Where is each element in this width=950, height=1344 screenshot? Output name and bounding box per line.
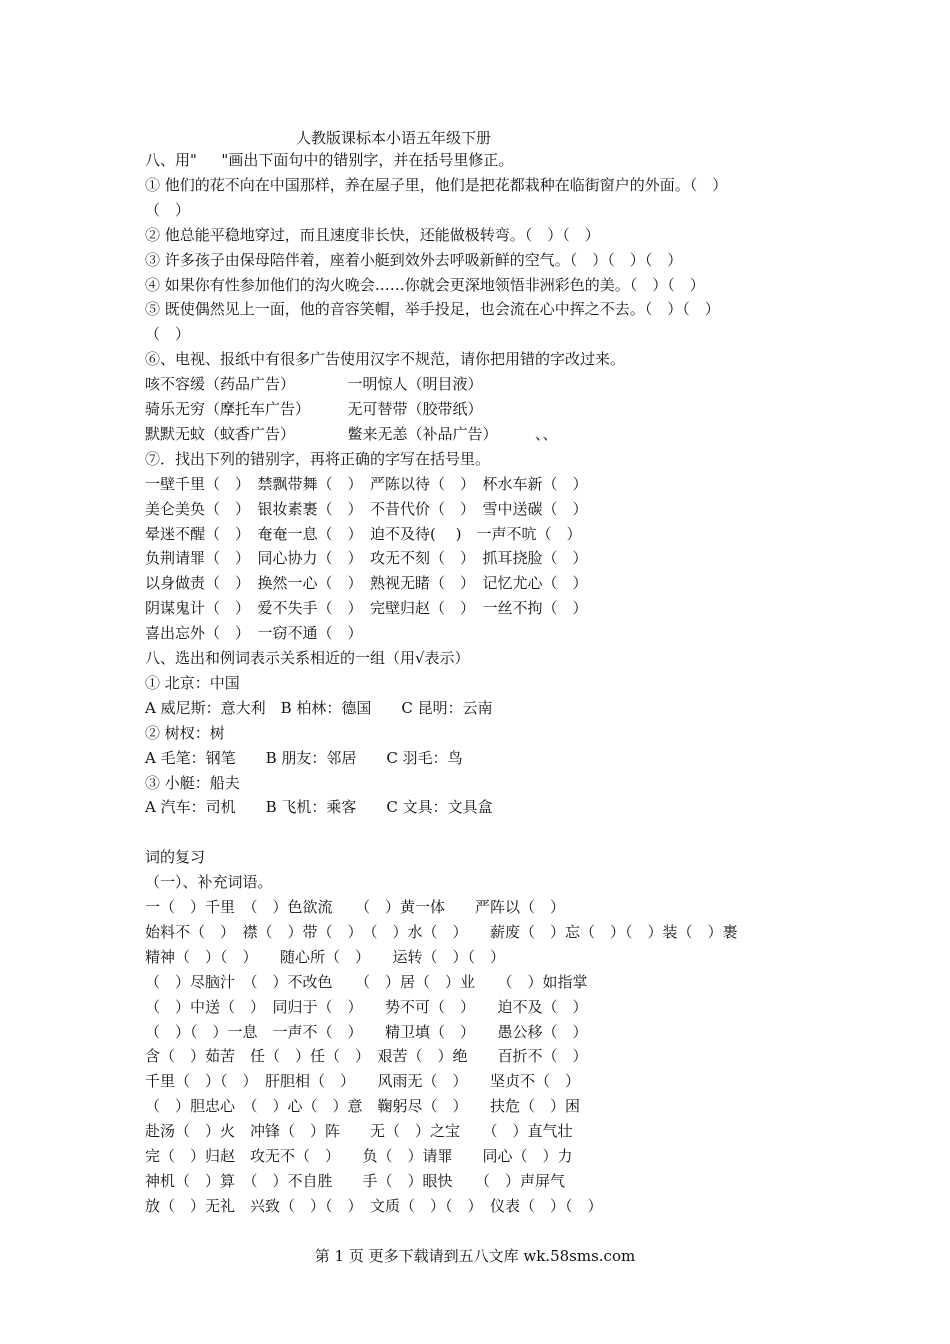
text-line: 神机（ ）算 （ ）不自胜 手（ ）眼快 （ ）声屏气 [145,1172,566,1190]
text-line: （ ）（ ）一息 一声不（ ） 精卫填（ ） 愚公移（ ） [145,1023,588,1041]
text-line: 美仑美奂（ ） 银妆素裹（ ） 不昔代价（ ） 雪中送碳（ ） [145,500,588,518]
text-line: ① 北京：中国 [145,674,240,692]
text-line: A 汽车：司机 B 飞机：乘客 C 文具：文具盒 [145,798,493,816]
text-line: 一（ ）千里 （ ）色欲流 （ ）黄一体 严阵以（ ） [145,898,566,916]
text-line: 完（ ）归赵 攻无不（ ） 负（ ）请罪 同心（ ）力 [145,1147,573,1165]
text-line: （ ）胆忠心 （ ）心（ ）意 鞠躬尽（ ） 扶危（ ）困 [145,1097,581,1115]
text-line: 以身做责（ ） 换然一心（ ） 熟视无睹（ ） 记忆尤心（ ） [145,574,588,592]
text-line: 词的复习 [145,848,206,866]
page-title: 人教版课标本小语五年级下册 [296,129,492,147]
text-line: ④ 如果你有性参加他们的沟火晚会……你就会更深地领悟非洲彩色的美。（ ）（ ） [145,276,705,294]
text-line: 喜出忘外（ ） 一窃不通（ ） [145,624,363,642]
text-line: 放（ ）无礼 兴致（ ）（ ） 文质（ ）（ ） 仪表（ ）（ ） [145,1197,603,1215]
text-line: 始料不（ ） 襟（ ）带（ ） （ ）水（ ） 薪废（ ）忘（ ）（ ）装（ ）裹 [145,923,738,941]
text-line: ② 树杈：树 [145,724,225,742]
text-line: 千里（ ）（ ） 肝胆相（ ） 风雨无（ ） 坚贞不（ ） [145,1072,581,1090]
text-line: ⑦．找出下列的错别字，再将正确的字写在括号里。 [145,450,491,468]
text-line: 八、用" "画出下面句中的错别字，并在括号里修正。 [145,151,514,169]
text-line: ③ 小艇：船夫 [145,774,240,792]
text-line: ① 他们的花不向在中国那样，养在屋子里，他们是把花都栽种在临街窗户的外面。（ ） [145,176,728,194]
text-line: 负荆请罪（ ） 同心协力（ ） 攻无不刻（ ） 抓耳挠脸（ ） [145,549,588,567]
text-line: A 毛笔：钢笔 B 朋友：邻居 C 羽毛：鸟 [145,749,463,767]
text-line: ② 他总能平稳地穿过，而且速度非长快，还能做极转弯。（ ）（ ） [145,226,600,244]
text-line: 含（ ）茹苦 任（ ）任（ ） 艰苦（ ）绝 百折不（ ） [145,1047,588,1065]
text-line: ③ 许多孩子由保母陪伴着，座着小艇到效外去呼吸新鲜的空气。（ ）（ ）（ ） [145,251,683,269]
text-line: 一壁千里（ ） 禁飘带舞（ ） 严陈以待（ ） 杯水车新（ ） [145,475,588,493]
page-footer: 第 1 页 更多下载请到五八文库 wk.58sms.com [314,1247,636,1265]
text-line: （ ）中送（ ） 同归于（ ） 势不可（ ） 迫不及（ ） [145,998,588,1016]
text-line: 精神（ ）（ ） 随心所（ ） 运转（ ）（ ） [145,948,506,966]
text-line: A 威尼斯：意大利 B 柏林：德国 C 昆明：云南 [145,699,493,717]
text-line: （ ） [145,201,191,219]
text-line: 默默无蚊（蚊香广告） 鳖来无恙（补品广告） 、、 [145,425,558,443]
text-line: 八、选出和例词表示关系相近的一组（用√表示） [145,649,470,667]
text-line: ⑤ 既使偶然见上一面，他的音容笑帽，举手投足，也会流在心中挥之不去。（ ）（ ） [145,300,720,318]
text-line: 晕迷不醒（ ） 奄奄一息（ ） 迫不及待( ) 一声不吭（ ） [145,525,582,543]
text-line: 阴谋鬼计（ ） 爱不失手（ ） 完壁归赵（ ） 一丝不拘（ ） [145,599,588,617]
text-line: 骑乐无穷（摩托车广告） 无可替带（胶带纸） [145,400,483,418]
text-line: （ ） [145,325,191,343]
text-line: （ ）尽脑汁 （ ）不改色 （ ）居（ ）业 （ ）如指掌 [145,973,588,991]
text-line: （一）、补充词语。 [145,873,273,891]
text-line: 赴汤（ ）火 冲锋（ ）阵 无（ ）之宝 （ ）直气壮 [145,1122,573,1140]
text-line: 咳不容缓（药品广告） 一明惊人（明目液） [145,375,483,393]
text-line: ⑥、电视、报纸中有很多广告使用汉字不规范，请你把用错的字改过来。 [145,350,626,368]
